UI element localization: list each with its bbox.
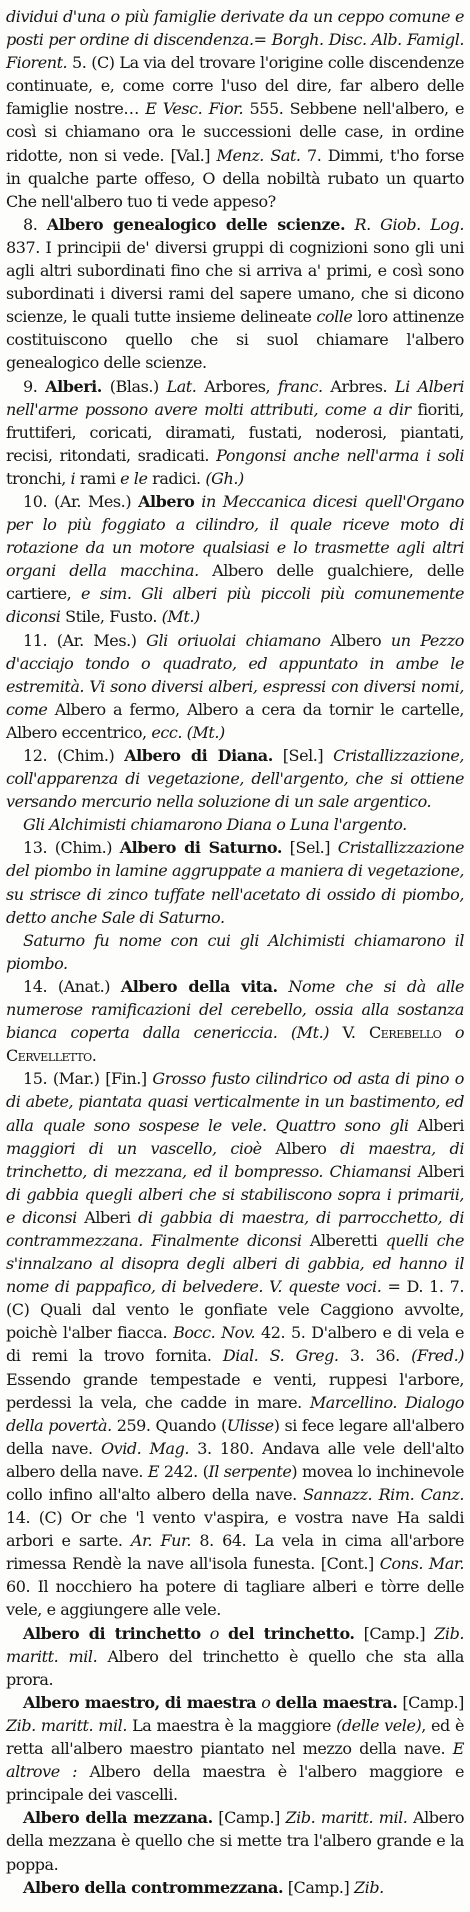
italic-run: Ovid. Mag. <box>100 1438 189 1458</box>
text-run: [Camp.] <box>283 1877 354 1897</box>
cross-reference: Cervelletto <box>6 1046 92 1066</box>
text-run: Alberi <box>408 1115 464 1135</box>
text-run: (Blas.) <box>101 376 167 396</box>
entry-paragraph <box>6 1691 464 1806</box>
text-run: 42. 5. D'albero e di vela e di remi la trovo fornita. <box>6 1323 464 1366</box>
text-run <box>277 1023 291 1042</box>
text-run: Albero della maestra è l'albero maggiore e principale dei vascelli. <box>6 1762 464 1805</box>
headword: Albero maestro, <box>23 1692 160 1712</box>
italic-run: Saturno fu nome con cui gli Alchimisti chiamarono il piombo. <box>6 930 464 973</box>
text-run: 8. <box>23 214 47 234</box>
italic-run: Zib. maritt. mil. <box>6 1715 127 1735</box>
text-run: 242. ( <box>159 1461 209 1481</box>
text-run: [Camp.] <box>212 1808 286 1828</box>
entry-paragraph <box>6 929 464 975</box>
text-run: radici. <box>147 468 206 488</box>
italic-run: o <box>454 1023 465 1043</box>
italic-run: Bocc. Nov. <box>173 1323 256 1343</box>
italic-run: (Mt.) <box>161 607 200 627</box>
italic-run: un Pezzo d'acciajo tondo o quadrato, ed appuntato in ambe le estremità. Vi sono diversi alberi, espressi con diversi nomi, come <box>6 630 464 719</box>
italic-run: Gli oriuolai chiamano <box>146 630 321 650</box>
text-run: 14. (C) Or che 'l vento v'aspira, e vostra nave Ha saldi arbori e sarte. <box>6 1508 464 1551</box>
italic-run: R. Giob. Log. <box>354 214 464 234</box>
text-run: Albero del trinchetto è quello che sta alla prora. <box>6 1646 464 1689</box>
text-run: Arbres. <box>322 376 395 396</box>
italic-run: Ar. Fur. <box>130 1531 192 1551</box>
headword: Albero genealogico delle scienze. <box>46 214 346 234</box>
italic-run: Ulisse <box>226 1415 274 1435</box>
text-run: 3. 180. Andava alle vele dell'alto albero della nave. <box>6 1438 464 1481</box>
italic-run: di gabbia di maestra, di parrocchetto, di contrammezzana. Finalmente diconsi <box>6 1207 464 1250</box>
text-run: 60. Il nocchiero ha potere di tagliare alberi e tòrre delle vele, e aggiungere alle vele. <box>6 1577 464 1620</box>
italic-run: Cristallizzazione del piombo in lamine aggruppate a maniera di vegetazione, su strisce di zinco tuffate nell'acetato di ossido di piombo, detto anche Sale di Saturno. <box>6 838 464 927</box>
entry-paragraph <box>6 490 464 629</box>
italic-run: dividui d'una o più famiglie derivate da un ceppo comune e posti per ordine di discendenza. <box>6 7 464 50</box>
italic-run: in Meccanica dicesi quell'Organo per lo più foggiato a cilindro, il quale riceve moto di rotazione da un motore qualsiasi e lo trasmette agli altri organi della macchina. <box>6 491 464 581</box>
text-run: 259. Quando ( <box>111 1415 227 1435</box>
text-run <box>278 977 289 996</box>
italic-run: e le <box>120 468 148 488</box>
text-run <box>201 1624 210 1643</box>
text-run: Alberi <box>76 1207 139 1227</box>
italic-run: maggiori di un vascello, cioè <box>6 1138 262 1158</box>
text-run: Stile, Fusto. <box>60 607 162 627</box>
entry-paragraph <box>6 375 464 490</box>
text-run: Albero a fermo, Albero a cera da tornir le cartelle, Albero eccentrico, <box>6 699 464 742</box>
text-run: 555. Sebbene nell'albero, e così si chiamano ora le successioni delle case, in ordine ridotte, non si vede. [Val.] <box>6 99 464 165</box>
text-run: 7. Dimmi, t'ho forse in qualche parte offeso, O della nobiltà rubato un quarto Che nell'albero tuo ti vede appeso? <box>6 145 464 211</box>
text-run: 11. (Ar. Mes.) <box>23 630 147 650</box>
text-run: 8. 64. La vela in cima all'arbore rimessa Rendè la nave all'isola funesta. [Cont.] <box>6 1531 464 1574</box>
text-run <box>219 1624 228 1643</box>
text-run: Albero della mezzana è quello che si mette tra l'albero grande e la poppa. <box>6 1808 464 1874</box>
entry-paragraph <box>6 1876 464 1899</box>
italic-run: Il serpente <box>208 1461 292 1481</box>
italic-run: (Fred.) <box>411 1346 464 1366</box>
text-run: 5. (C) La via del trovare l'origine colle discendenze continuate, e, come corre l'uso del dire, far albero delle famiglie nostre… <box>6 53 464 119</box>
italic-run: (Mt.) <box>290 1023 330 1043</box>
headword: Albero <box>138 491 195 511</box>
text-run: 12. (Chim.) <box>23 746 125 765</box>
entry-paragraph <box>6 744 464 813</box>
text-run <box>441 1023 455 1042</box>
text-run: 10. (Ar. Mes.) <box>23 491 139 511</box>
italic-run: Cristallizzazione, coll'apparenza di vegetazione, dell'argento, che si ottiene versando mercurio nella soluzione di un sale argentico. <box>6 746 464 812</box>
headword: di maestra <box>164 1692 257 1712</box>
cross-reference: Cerebello <box>369 1023 442 1043</box>
text-run: Arbores, <box>196 376 278 396</box>
headword: Albero di Saturno. <box>119 838 282 858</box>
italic-run: colle <box>316 307 353 327</box>
entry-paragraph <box>6 836 464 928</box>
entry-paragraph <box>6 975 464 1067</box>
italic-run: Gli Alchimisti chiamarono Diana o Luna l'argento. <box>23 815 407 835</box>
text-run: ) si fece legare all'albero della nave. <box>6 1415 465 1458</box>
italic-run: Menz. Sat. <box>216 145 301 165</box>
headword: del trinchetto. <box>228 1623 355 1643</box>
entry-paragraph <box>6 1622 464 1691</box>
italic-run: Zib. maritt. mil. <box>6 1623 464 1666</box>
text-run: 9. <box>23 376 46 396</box>
italic-run: E Vesc. Fior. <box>145 99 244 119</box>
text-column <box>6 5 464 1899</box>
text-run: tronchi, <box>6 468 71 488</box>
italic-run: Zib. <box>353 1877 384 1897</box>
text-run: . <box>91 1046 97 1066</box>
text-run: rami <box>75 468 121 488</box>
text-run: [Camp.] <box>397 1692 464 1712</box>
italic-run: i <box>70 468 76 488</box>
text-run: Alberi <box>411 1161 464 1181</box>
text-run: Albero <box>261 1138 341 1158</box>
italic-run: Lat. <box>166 376 197 396</box>
italic-run: ecc. (Mt.) <box>151 722 225 742</box>
text-run: Essendo grande tempestade e venti, ruppesi l'arbore, perdessi la vela, che cadde in mare. <box>6 1369 464 1412</box>
italic-run: Grosso fusto cilindrico od asta di pino o di abete, piantata quasi verticalmente in un bastimento, ed alla quale sono sospese le vele. Quattro sono gli <box>6 1069 464 1135</box>
text-run: [Camp.] <box>354 1623 435 1643</box>
italic-run: o <box>261 1692 271 1712</box>
headword: Albero di trinchetto <box>23 1623 201 1643</box>
italic-run: Nome che si dà alle numerose ramificazioni del cerebello, ossia alla sostanza bianca coperta dalla cenericcia. <box>6 976 464 1043</box>
italic-run: Cons. Mar. <box>379 1554 464 1574</box>
italic-run: Dial. S. Greg. <box>222 1346 339 1366</box>
entry-paragraph <box>6 629 464 744</box>
headword: Albero della contrommezzana. <box>23 1877 284 1897</box>
text-run: 14. (Anat.) <box>23 976 121 996</box>
text-run: La maestra è la maggiore <box>126 1715 337 1735</box>
headword: della maestra. <box>275 1692 398 1712</box>
entry-paragraph <box>6 213 464 375</box>
headword: Albero della vita. <box>120 976 278 996</box>
headword: Albero della mezzana. <box>23 1808 213 1828</box>
text-run: ) movea lo inchinevole collo infino all'alto albero della nave. <box>6 1461 465 1504</box>
italic-run: quelli che s'innalzano al disopra degli alberi di gabbia, ed hanno il nome di pappafico, di belvedere. V. queste voci. <box>6 1230 465 1297</box>
italic-run: franc. <box>277 376 323 396</box>
text-run: Albero <box>320 630 391 650</box>
entry-continuation <box>6 5 464 213</box>
entry-paragraph <box>6 1067 464 1621</box>
text-run: 837. I principii de' diversi gruppi di cognizioni sono gli uni agli altri subordinati fino che si arriva a' primi, e così sono subordinati i diversi rami del sapere umano, che si dicono scienze, le quali tutte insieme delineate <box>6 237 464 327</box>
italic-run: di gabbia quegli alberi che si stabiliscono sopra i primarii, e diconsi <box>6 1184 464 1227</box>
italic-run: di maestra, di trinchetto, di mezzana, ed il bompresso. Chiamansi <box>6 1138 464 1181</box>
text-run: 15. (Mar.) [Fin.] <box>23 1069 153 1089</box>
text-run: 13. (Chim.) <box>23 838 120 858</box>
italic-run: Marcellino. Dialogo della povertà. <box>6 1392 464 1435</box>
italic-run: e sim. Gli alberi più piccoli più comunemente diconsi <box>6 584 464 627</box>
italic-run: Sannazz. Rim. Canz. <box>303 1485 464 1504</box>
italic-run: Zib. maritt. mil. <box>285 1808 408 1828</box>
italic-run: (Gh.) <box>205 468 244 488</box>
text-run: = D. 1. 7. (C) Quali dal vento le gonfiate vele Caggiono avvolte, poichè l'alber fiacca. <box>6 1277 464 1343</box>
italic-run: E <box>147 1461 160 1481</box>
text-run: V. <box>329 1023 370 1043</box>
italic-run: o <box>209 1623 219 1643</box>
entry-paragraph <box>6 1806 464 1875</box>
italic-run: E altrove : <box>6 1739 464 1782</box>
text-run: Albero delle gualchiere, delle cartiere, <box>6 561 464 604</box>
italic-run: Pongonsi anche nell'arma i soli <box>216 445 464 465</box>
text-run: 3. 36. <box>338 1346 412 1366</box>
text-run: [Sel.] <box>281 838 338 858</box>
text-run: Alberetti <box>301 1230 386 1250</box>
entry-paragraph <box>6 813 464 836</box>
italic-run: Li Alberi nell'arme possono avere molti attributi, come a dir <box>6 376 464 419</box>
text-run: , ed è retta all'albero maestro piantato nel mezzo della nave. <box>6 1715 464 1759</box>
text-run: loro attinenze costituiscono quello che si suol chiamare l'albero genealogico delle scienze. <box>6 307 464 373</box>
headword: Albero di Diana. <box>124 746 273 765</box>
italic-run: = Borgh. Disc. Alb. Famigl. Fiorent. <box>6 30 464 73</box>
text-run <box>345 215 354 234</box>
italic-run: (delle vele) <box>336 1715 422 1735</box>
text-run: fioriti, fruttiferi, coricati, diramati, fustati, noderosi, piantati, recisi, ritondati, sradicati. <box>6 399 464 465</box>
text-run: [Sel.] <box>272 746 334 765</box>
headword: Alberi. <box>45 376 102 396</box>
